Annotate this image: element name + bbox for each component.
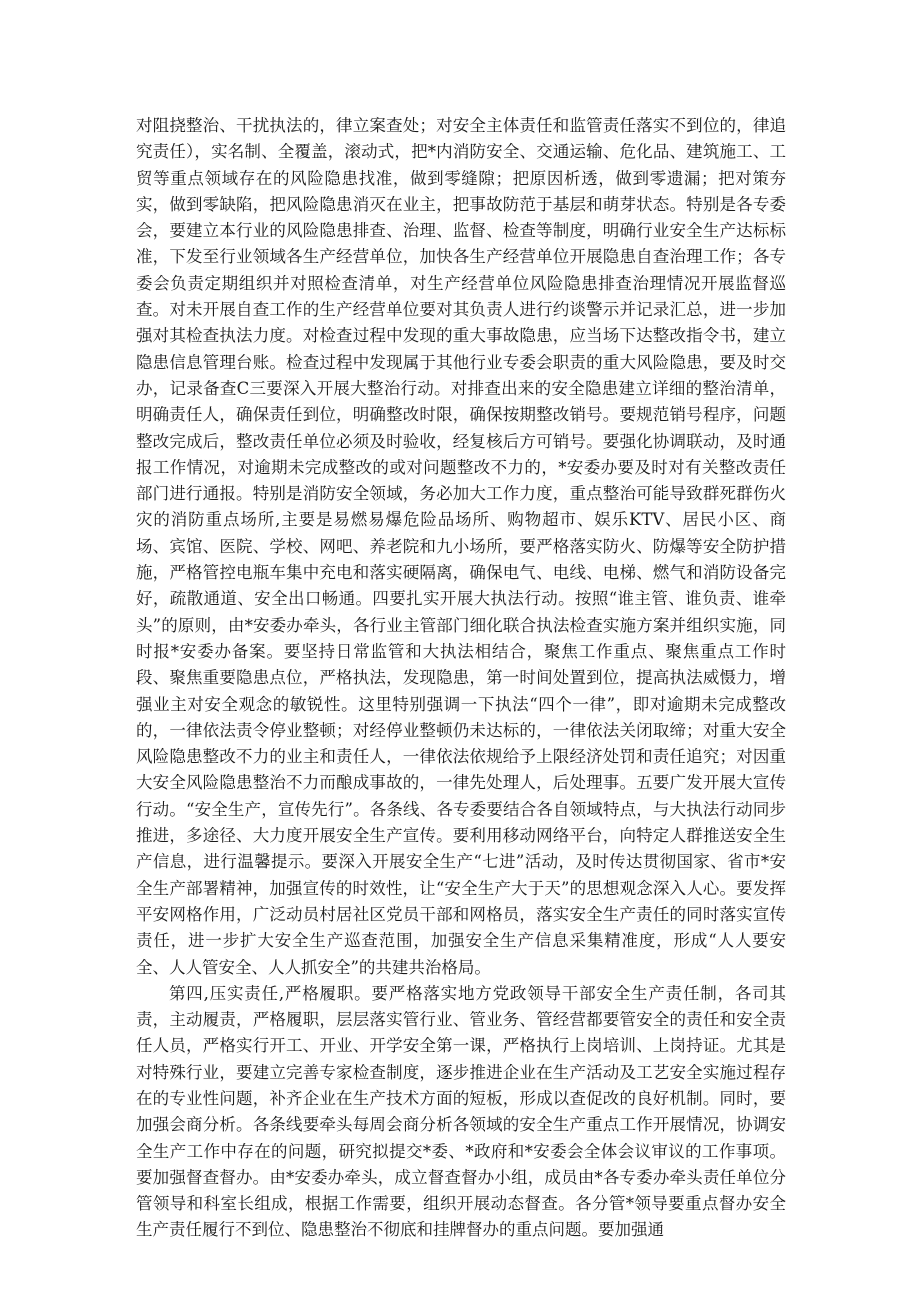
- paragraph-1: 对阻挠整治、干扰执法的，律立案查处；对安全主体责任和监管责任落实不到位的，律追究责任），实名制、全覆盖，滚动式，把*内消防安全、交通运输、危化品、建筑施工、工贸等重点领域存在的风险隐患找准，做到零缝隙；把原因析透，做到零遗漏；把对策夯实，做到零缺陷，把风险隐患消灭在业主，把事故防范于基层和萌芽状态。特别是各专委会，要建立本行业的风险隐患排查、治理、监督、检查等制度，明确行业安全生产达标标准，下发至行业领域各生产经营单位，加快各生产经营单位开展隐患自查治理工作；各专委会负责定期组织并对照检查清单，对生产经营单位风险隐患排查治理情况开展监督巡查。对未开展自查工作的生产经营单位要对其负责人进行约谈警示并记录汇总，进一步加强对其检查执法力度。对检查过程中发现的重大事故隐患，应当场下达整改指令书，建立隐患信息管理台账。检查过程中发现属于其他行业专委会职责的重大风险隐患，要及时交办，记录备查C三要深入开展大整治行动。对排查出来的安全隐患建立详细的整治清单，明确责任人，确保责任到位，明确整改时限，确保按期整改销号。要规范销号程序，问题整改完成后，整改责任单位必须及时验收，经复核后方可销号。要强化协调联动，及时通报工作情况，对逾期未完成整改的或对问题整改不力的，*安委办要及时对有关整改责任部门进行通报。特别是消防安全领域，务必加大工作力度，重点整治可能导致群死群伤火灾的消防重点场所,主要是易燃易爆危险品场所、购物超市、娱乐KTV、居民小区、商场、宾馆、医院、学校、网吧、养老院和九小场所，要严格落实防火、防爆等安全防护措施，严格管控电瓶车集中充电和落实硬隔离，确保电气、电线、电梯、燃气和消防设备完好，疏散通道、安全出口畅通。四要扎实开展大执法行动。按照“谁主管、谁负责、谁牵头”的原则，由*安委办牵头，各行业主管部门细化联合执法检查实施方案并组织实施，同时报*安委办备案。要坚持日常监管和大执法相结合，聚焦工作重点、聚焦重点工作时段、聚焦重要隐患点位，严格执法，发现隐患，第一时间处置到位，提高执法威慑力，增强业主对安全观念的敏锐性。这里特别强调一下执法“四个一律”，即对逾期未完成整改的，一律依法责令停业整顿；对经停业整顿仍未达标的，一律依法关闭取缔；对重大安全风险隐患整改不力的业主和责任人，一律依法依规给予上限经济处罚和责任追究；对因重大安全风险隐患整治不力而酿成事故的，一律先处理人，后处理事。五要广发开展大宣传行动。“安全生产，宣传先行”。各条线、各专委要结合各自领域特点，与大执法行动同步推进，多途径、大力度开展安全生产宣传。要利用移动网络平台，向特定人群推送安全生产信息，进行温馨提示。要深入开展安全生产“七进”活动，及时传达贯彻国家、省市*安全生产部署精神，加强宣传的时效性，让“安全生产大于天”的思想观念深入人心。要发挥平安网格作用，广泛动员村居社区党员干部和网格员，落实安全生产责任的同时落实宣传责任，进一步扩大安全生产巡查范围，加强安全生产信息采集精准度，形成“人人要安全、人人管安全、人人抓安全”的共建共治格局。: [136, 116, 786, 977]
- body-text: [136, 113, 786, 1244]
- paragraph-2: 第四,压实责任,严格履职。要严格落实地方党政领导干部安全生产责任制，各司其责，主动履责，严格履职，层层落实管行业、管业务、管经营都要管安全的责任和安全责任人员，严格实行开工、开业、开学安全第一课，严格执行上岗培训、上岗持证。尤其是对特殊行业，要建立完善专家检查制度，逐步推进企业在生产活动及工艺安全实施过程存在的专业性问题，补齐企业在生产技术方面的短板，形成以查促改的良好机制。同时，要加强会商分析。各条线要牵头每周会商分析各领域的安全生产重点工作开展情况，协调安全生产工作中存在的问题，研究拟提交*委、*政府和*安委会全体会议审议的工作事项。要加强督查督办。由*安委办牵头，成立督查督办小组，成员由*各专委办牵头责任单位分管领导和科室长组成，根据工作需要，组织开展动态督查。各分管*领导要重点督办安全生产责任履行不到位、隐患整治不彻底和挂牌督办的重点问题。要加强通: [136, 983, 786, 1240]
